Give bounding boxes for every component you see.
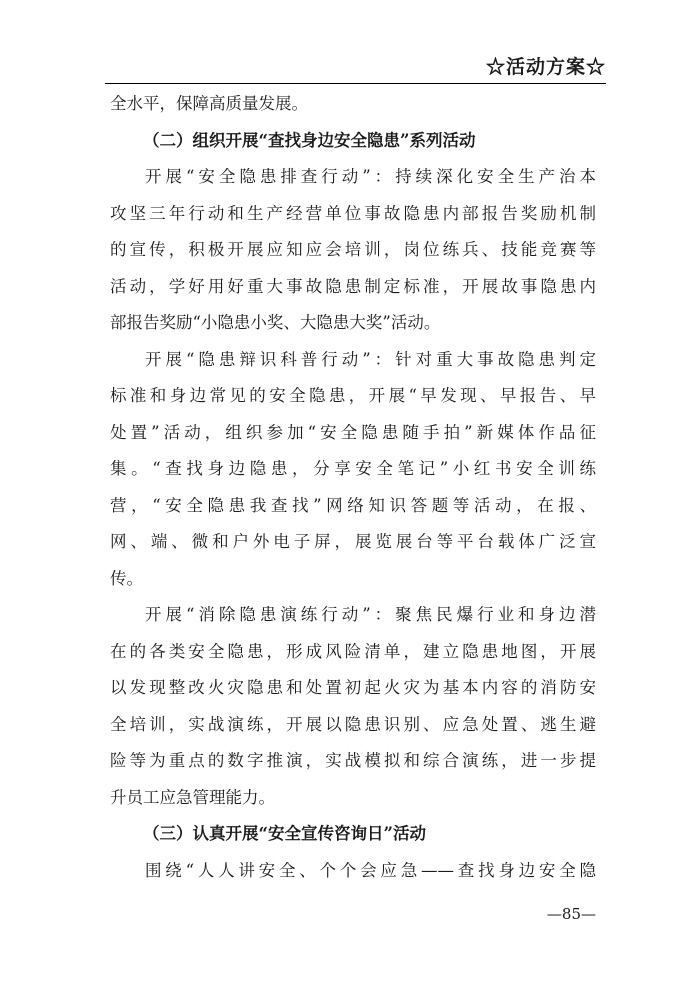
text-line: 标准和身边常见的安全隐患，开展“早发现、早报告、早	[110, 386, 596, 405]
text-line: 开展“隐患辩识科普行动”：针对重大事故隐患判定	[145, 349, 596, 369]
text-line: 开展“安全隐患排查行动”：持续深化安全生产治本	[145, 167, 596, 186]
text-line: 集。“查找身边隐患，分享安全笔记”小红书安全训练	[110, 459, 596, 478]
text-line: 处置”活动，组织参加“安全隐患随手拍”新媒体作品征	[110, 422, 596, 442]
document-body	[110, 86, 596, 889]
text-line: 以发现整改火灾隐患和处置初起火灾为基本内容的消防安	[110, 678, 596, 697]
text-line: 围绕“人人讲安全、个个会应急——查找身边安全隐	[145, 860, 596, 880]
text-line: 营，“安全隐患我查找”网络知识答题等活动，在报、	[110, 495, 596, 515]
text-line: 部报告奖励“小隐患小奖、大隐患大奖”活动。	[110, 313, 441, 332]
text-line: 在的各类安全隐患，形成风险清单，建立隐患地图，开展	[110, 641, 596, 661]
page-number: —85—	[546, 905, 596, 923]
section-heading: （二）组织开展“查找身边安全隐患”系列活动	[143, 130, 476, 150]
header-divider	[105, 83, 606, 84]
text-line: 开展“消除隐患演练行动”：聚焦民爆行业和身边潜	[145, 605, 596, 624]
text-line: 活动，学好用好重大事故隐患制定标准，开展故事隐患内	[110, 276, 596, 296]
text-line: 的宣传，积极开展应知应会培训，岗位练兵、技能竞赛等	[110, 240, 596, 259]
text-line: 攻坚三年行动和生产经营单位事故隐患内部报告奖励机制	[110, 203, 596, 223]
text-line: 险等为重点的数字推演，实战模拟和综合演练，进一步提	[110, 751, 596, 770]
text-line: 网、端、微和户外电子屏，展览展台等平台载体广泛宣	[110, 532, 596, 551]
text-line: 升员工应急管理能力。	[110, 787, 275, 807]
text-line: 传。	[110, 568, 143, 588]
page-header-title: ☆活动方案☆	[485, 56, 606, 78]
text-line: 全培训，实战演练，开展以隐患识别、应急处置、逃生避	[110, 714, 596, 734]
section-heading: （三）认真开展“安全宣传咨询日”活动	[143, 824, 426, 843]
text-line: 全水平，保障高质量发展。	[110, 94, 308, 113]
